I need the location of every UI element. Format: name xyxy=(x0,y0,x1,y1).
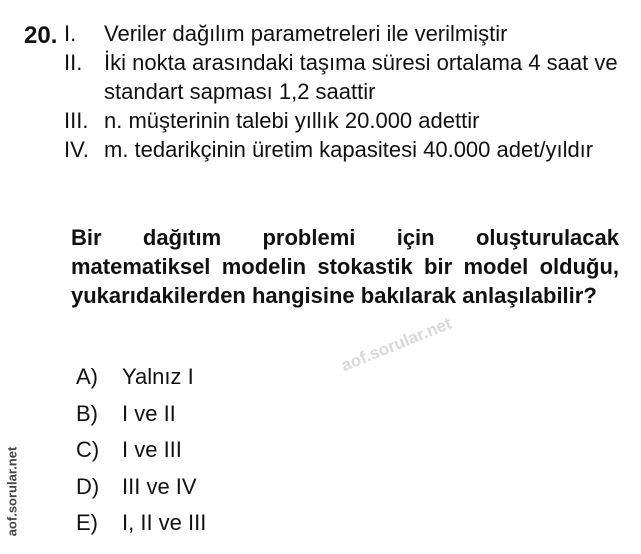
question-number: 20. xyxy=(24,22,58,49)
option-letter: D) xyxy=(76,473,100,499)
option-e[interactable] xyxy=(76,505,206,542)
option-a[interactable] xyxy=(76,359,206,396)
statement-text: İki nokta arasındaki taşıma süresi ortalama 4 saat ve standart sapması 1,2 saattir xyxy=(104,50,618,104)
statement-text: n. müşterinin talebi yıllık 20.000 adettir xyxy=(104,108,480,133)
option-text: III ve IV xyxy=(122,473,197,499)
watermark-diagonal: aof.sorular.net xyxy=(338,313,455,376)
answer-options xyxy=(76,359,206,542)
question-stem: Bir dağıtım problemi için oluşturulacak matematiksel modelin stokastik bir model olduğu, yukarıdakilerden hangisine bakılarak anlaşılabilir? xyxy=(71,225,619,308)
statement-text: Veriler dağılım parametreleri ile verilmiştir xyxy=(104,21,508,46)
option-text: I ve III xyxy=(122,437,182,462)
watermark-side: aof.sorular.net xyxy=(4,446,20,537)
statement-text: m. tedarikçinin üretim kapasitesi 40.000 adet/yıldır xyxy=(104,137,594,162)
option-letter: A) xyxy=(76,364,98,389)
statement-numeral: IV. xyxy=(64,137,89,162)
statement-numeral: I. xyxy=(64,21,77,46)
option-b[interactable] xyxy=(76,396,206,433)
option-letter: B) xyxy=(76,400,98,426)
statement-i xyxy=(64,19,624,48)
statement-iv xyxy=(64,135,624,164)
option-letter: E) xyxy=(76,510,98,535)
option-text: I ve II xyxy=(122,400,176,426)
statement-numeral: II. xyxy=(64,50,83,75)
option-c[interactable] xyxy=(76,432,206,469)
statement-ii xyxy=(64,48,624,106)
statement-numeral: III. xyxy=(64,108,89,133)
statement-iii xyxy=(64,106,624,135)
option-d[interactable] xyxy=(76,469,206,506)
option-text: Yalnız I xyxy=(122,364,194,389)
statement-list xyxy=(64,19,624,164)
option-letter: C) xyxy=(76,437,100,462)
option-text: I, II ve III xyxy=(122,510,207,535)
